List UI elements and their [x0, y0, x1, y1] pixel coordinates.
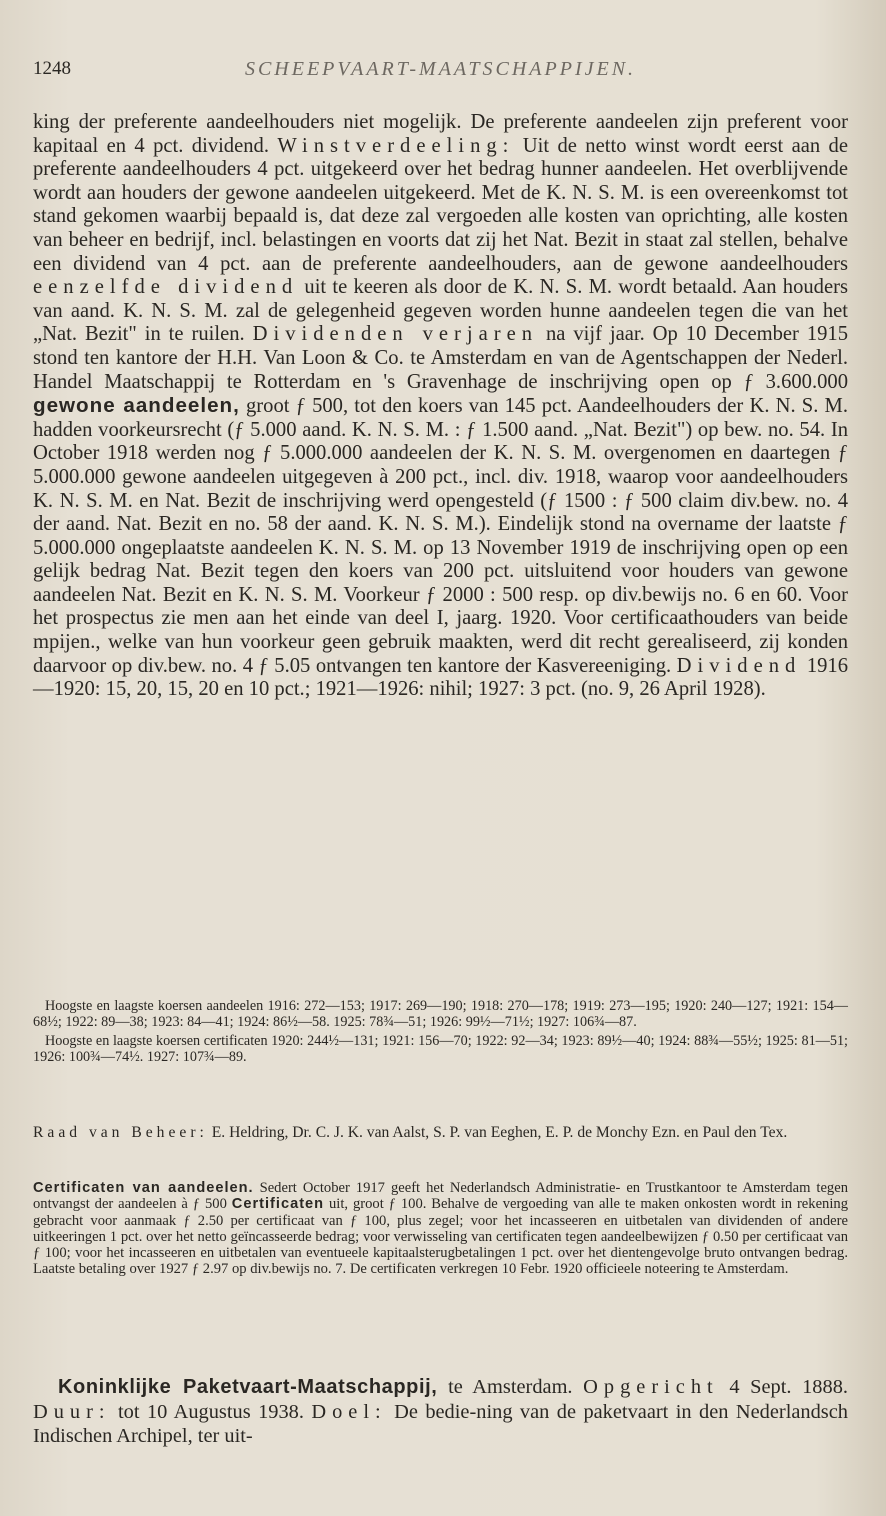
certificaten-heading: Certificaten van aandeelen. — [33, 1180, 254, 1196]
page-number: 1248 — [33, 58, 71, 79]
text-segment: Uit de netto winst wordt eerst aan de preferente aandeelhouders 4 pct. uitgekeerd over het bedrag hunner aandeelen. Het overblijvende wordt aan houders der gewone aandeelen uitgekeerd. Met de K. N. S. M. is een overeenkomst tot stand gekomen waarbij bepaald is, dat deze zal vergoeden alle kosten van oprichting, alle kosten van beheer en bedrijf, incl. belastingen en voorts dat zij het Nat. Bezit in staat zal stellen, behalve een dividend van 4 pct. aan de preferente aandeelhouders, aan de gewone aandeelhouders — [33, 134, 848, 275]
kpm-paragraph — [33, 1375, 848, 1449]
certificaten-inline-heading: Certificaten — [231, 1196, 325, 1213]
raad-van-beheer — [33, 1124, 848, 1142]
text-segment: uit, groot ƒ 100. Behalve de vergoeding van alle te maken onkosten wordt in rekening gebracht voor aanmaak ƒ 2.50 per certificaat van ƒ 100, plus zegel; voor het incasseeren en uitbetalen van dividenden of andere uitkeeringen 1 pct. over het netto geïncasseerde bedrag; voor verwisseling van certificaten tegen aandeelbewijzen ƒ 0.50 per certificaat van ƒ 100; voor het incasseeren en uitbetalen van eventueele kapitaalsterugbetalingen 1 pct. over het dientengevolge bruto ontvangen bedrag. Laatste betaling over 1927 ƒ 2.97 op div.bewijs no. 7. De certificaten verkregen 10 Febr. 1920 officieele noteering te Amsterdam. — [33, 1196, 848, 1278]
opgericht-label: Opgericht — [583, 1376, 719, 1398]
main-paragraph-block — [33, 111, 848, 702]
dividend-label: Dividend — [676, 654, 802, 677]
duur-label: Duur: — [33, 1400, 111, 1423]
raad-van-beheer-block — [33, 1124, 848, 1142]
text-segment: king der preferente aandeelhouders niet mogelijk. De preferente aandeelen zijn preferent voor kapitaal en 4 pct. dividend. — [33, 111, 848, 157]
raad-label: Raad van Beheer: — [33, 1124, 208, 1141]
text-segment: 4 Sept. 1888. — [729, 1376, 848, 1398]
koersen-certificaten: Hoogste en laagste koersen certificaten 1920: 244½—131; 1921: 156—70; 1922: 92—34; 1923: 89½—40; 1924: 88¾—55½; 1925: 81—51; 1926: 100¾—74½. 1927: 107¾—89. — [33, 1033, 848, 1066]
koersen-aandeelen: Hoogste en laagste koersen aandeelen 1916: 272—153; 1917: 269—190; 1918: 270—178; 1919: 273—195; 1920: 240—127; 1921: 154—68½; 1922: 89—38; 1923: 84—41; 1924: 86½—58. 1925: 78¾—51; 1926: 99½—71½; 1927: 106¾—87. — [33, 998, 848, 1031]
certificaten-paragraph — [33, 1180, 848, 1278]
dividenden-label: Dividenden verjaren — [252, 323, 539, 346]
certificaten-block — [33, 1180, 848, 1278]
text-segment: 1916—1920: 15, 20, 15, 20 en 10 pct.; 1921—1926: nihil; 1927: 3 pct. (no. 9, 26 April 1928). — [33, 654, 849, 701]
raad-members: E. Heldring, Dr. C. J. K. van Aalst, S. P. van Eeghen, E. P. de Monchy Ezn. en Paul den Tex. — [211, 1124, 788, 1141]
text-segment: tot 10 Augustus 1938. — [118, 1400, 304, 1423]
spaced-phrase: eenzelfde dividend — [33, 276, 299, 299]
doel-label: Doel: — [311, 1400, 387, 1423]
main-paragraph — [33, 111, 848, 702]
koersen-block — [33, 998, 848, 1065]
kpm-entry-block — [33, 1375, 848, 1449]
text-segment: na vijf jaar. Op 10 December 1915 stond ten kantore der H.H. Van Loon & Co. te Amsterdam en van de Agentschappen der Nederl. Handel Maatschappij te Rotterdam en 's Gravenhage de inschrijving open op ƒ 3.600.000 — [33, 323, 849, 393]
text-segment: De bedie-ning van de paketvaart in den Nederlandsch Indischen Archipel, ter uit- — [33, 1400, 848, 1448]
company-name-heading: Koninklijke Paketvaart-Maatschappij, — [58, 1376, 438, 1398]
text-segment: Sedert October 1917 geeft het Nederlandsch Administratie- en Trustkantoor te Amsterdam tegen ontvangst der aandeelen à ƒ 500 — [33, 1180, 848, 1213]
text-segment: te Amsterdam. — [448, 1376, 573, 1398]
running-title: SCHEEPVAART-MAATSCHAPPIJEN. — [244, 58, 637, 80]
winstverdeeling-label: Winstverdeeling: — [277, 134, 515, 157]
gewone-aandeelen-heading: gewone aandeelen, — [33, 394, 240, 418]
text-segment: uit te keeren als door de K. N. S. M. wordt betaald. Aan houders van aand. K. N. S. M. zal de gelegenheid gegeven worden hunne aandeelen tegen die van het „Nat. Bezit" in te ruilen. — [33, 276, 848, 346]
text-segment: groot ƒ 500, tot den koers van 145 pct. Aandeelhouders der K. N. S. M. hadden voorkeursrecht (ƒ 5.000 aand. K. N. S. M. : ƒ 1.500 aand. „Nat. Bezit") op bew. no. 54. In October 1918 werden nog ƒ 5.000.000 aandeelen der K. N. S. M. overgenomen en daartegen ƒ 5.000.000 gewone aandeelen uitgegeven à 200 pct., incl. div. 1918, waarop voor aandeelhouders K. N. S. M. en Nat. Bezit de inschrijving werd opengesteld (ƒ 1500 : ƒ 500 claim div.bew. no. 4 der aand. Nat. Bezit en no. 58 der aand. K. N. S. M.). Eindelijk stond na overname der laatste ƒ 5.000.000 ongeplaatste aandeelen K. N. S. M. op 13 November 1919 de inschrijving open op een gelijk bedrag Nat. Bezit tegen den koers van 200 pct. uitsluitend voor houders van gewone aandeelen Nat. Bezit en K. N. S. M. Voorkeur ƒ 2000 : 500 resp. op div.bewijs no. 6 en 60. Voor het prospectus zie men aan het einde van deel I, jaarg. 1920. Voor certificaathouders van beide mpijen., welke van hun voorkeur geen gebruik maakten, werd dit recht gerealiseerd, zij konden daarvoor op div.bew. no. 4 ƒ 5.05 ontvangen ten kantore der Kasvereeniging. — [33, 395, 848, 677]
page-header — [33, 58, 848, 88]
